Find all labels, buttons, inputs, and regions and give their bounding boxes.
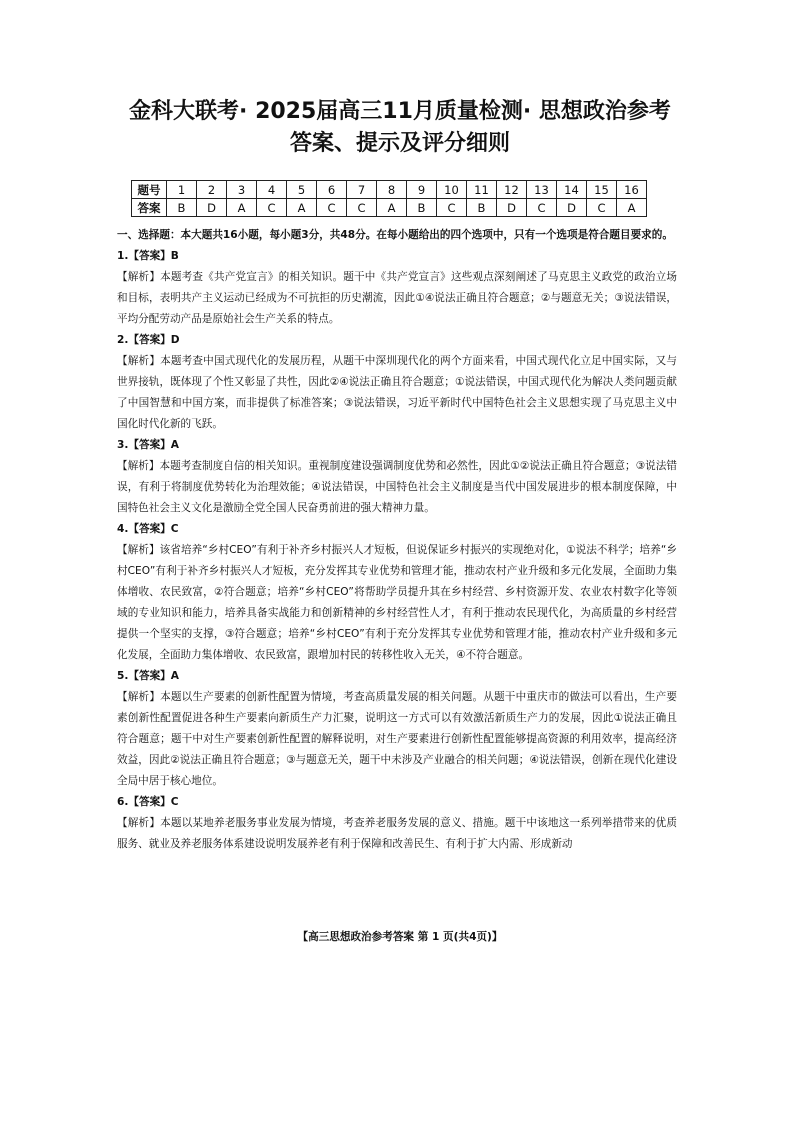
question-number-row	[132, 181, 647, 199]
question-number-cell: 10	[437, 181, 467, 199]
answer-cell: A	[617, 199, 647, 217]
answer-cell: C	[347, 199, 377, 217]
question-5-analysis: 【解析】本题以生产要素的创新性配置为情境，考查高质量发展的相关问题。从题干中重庆市的做法可以看出，生产要素创新性配置促进各种生产要素向新质生产力汇聚，说明这一方式可以有效激活新质生产力的发展，因此①说法正确且符合题意；题干中对生产要素创新性配置的解释说明，对生产要素进行创新性配置能够提高资源的利用效率，提高经济效益，因此②说法正确且符合题意；③与题意无关，题干中未涉及产业融合的相关问题；④说法错误，创新在现代化建设全局中居于核心地位。	[117, 691, 677, 787]
question-number-cell: 15	[587, 181, 617, 199]
answer-cell: C	[317, 199, 347, 217]
question-number-cell: 16	[617, 181, 647, 199]
answer-cell: C	[437, 199, 467, 217]
question-1-analysis: 【解析】本题考查《共产党宣言》的相关知识。题干中《共产党宣言》这些观点深刻阐述了马克思主义政党的政治立场和目标，表明共产主义运动已经成为不可抗拒的历史潮流，因此①④说法正确且符合题意；②与题意无关；③说法错误，平均分配劳动产品是原始社会生产关系的特点。	[117, 271, 677, 325]
page-title	[0, 96, 800, 160]
answer-cell: D	[497, 199, 527, 217]
question-number-cell: 1	[167, 181, 197, 199]
question-number-cell: 8	[377, 181, 407, 199]
answer-cell: B	[407, 199, 437, 217]
answer-cell: B	[467, 199, 497, 217]
answer-header: 答案	[132, 199, 167, 217]
section-heading: 一、选择题：本大题共16小题，每小题3分，共48分。在每小题给出的四个选项中，只有一个选项是符合题目要求的。	[117, 229, 673, 241]
answer-cell: C	[587, 199, 617, 217]
question-2-answer: 2.【答案】D	[117, 334, 180, 346]
title-line-1: 金科大联考· 2025届高三11月质量检测· 思想政治参考	[129, 99, 671, 124]
question-number-cell: 3	[227, 181, 257, 199]
answer-cell: A	[377, 199, 407, 217]
question-2-analysis: 【解析】本题考查中国式现代化的发展历程，从题干中深圳现代化的两个方面来看，中国式现代化立足中国实际，又与世界接轨，既体现了个性又彰显了共性，因此②④说法正确且符合题意；①说法错误，中国式现代化为解决人类问题贡献了中国智慧和中国方案，而非提供了标准答案；③说法错误，习近平新时代中国特色社会主义思想实现了马克思主义中国化时代化新的飞跃。	[117, 355, 677, 430]
answer-cell: C	[527, 199, 557, 217]
answer-cell: A	[287, 199, 317, 217]
answer-cell: C	[257, 199, 287, 217]
question-number-cell: 9	[407, 181, 437, 199]
answer-cell: D	[557, 199, 587, 217]
question-number-cell: 6	[317, 181, 347, 199]
answer-cell: B	[167, 199, 197, 217]
question-number-cell: 12	[497, 181, 527, 199]
answer-table	[131, 180, 647, 217]
question-1-answer: 1.【答案】B	[117, 250, 179, 262]
question-number-cell: 7	[347, 181, 377, 199]
answer-content	[117, 225, 677, 855]
question-4-analysis: 【解析】该省培养“乡村CEO”有利于补齐乡村振兴人才短板，但说保证乡村振兴的实现绝对化，①说法不科学；培养“乡村CEO”有利于补齐乡村振兴人才短板，充分发挥其专业优势和管理才能，推动农村产业升级和多元化发展，全面助力集体增收、农民致富，②符合题意；培养“乡村CEO”将帮助学员提升其在乡村经营、乡村资源开发、农业农村数字化等领域的专业知识和能力，培养具备实战能力和创新精神的乡村经营性人才，有利于推动农民现代化，为高质量的乡村经营提供一个坚实的支撑，③符合题意；培养“乡村CEO”有利于充分发挥其专业优势和管理才能，推动农村产业升级和多元化发展，全面助力集体增收、农民致富，跟增加村民的转移性收入无关，④不符合题意。	[117, 544, 677, 661]
question-4-answer: 4.【答案】C	[117, 523, 179, 535]
question-number-header: 题号	[132, 181, 167, 199]
question-number-cell: 5	[287, 181, 317, 199]
title-line-2: 答案、提示及评分细则	[289, 131, 510, 156]
question-number-cell: 11	[467, 181, 497, 199]
question-6-answer: 6.【答案】C	[117, 796, 179, 808]
question-3-answer: 3.【答案】A	[117, 439, 179, 451]
question-number-cell: 13	[527, 181, 557, 199]
question-number-cell: 14	[557, 181, 587, 199]
question-number-cell: 2	[197, 181, 227, 199]
answer-cell: A	[227, 199, 257, 217]
question-number-cell: 4	[257, 181, 287, 199]
answer-row	[132, 199, 647, 217]
page-footer: 【高三思想政治参考答案 第 1 页(共4页)】	[297, 931, 503, 943]
question-5-answer: 5.【答案】A	[117, 670, 179, 682]
question-3-analysis: 【解析】本题考查制度自信的相关知识。重视制度建设强调制度优势和必然性，因此①②说法正确且符合题意；③说法错误，有利于将制度优势转化为治理效能；④说法错误，中国特色社会主义制度是当代中国发展进步的根本制度保障，中国特色社会主义文化是激励全党全国人民奋勇前进的强大精神力量。	[117, 460, 677, 514]
answer-cell: D	[197, 199, 227, 217]
question-6-analysis: 【解析】本题以某地养老服务事业发展为情境，考查养老服务发展的意义、措施。题干中该地这一系列举措带来的优质服务、就业及养老服务体系建设说明发展养老有利于保障和改善民生、有利于扩大内需、形成新动	[117, 817, 677, 850]
